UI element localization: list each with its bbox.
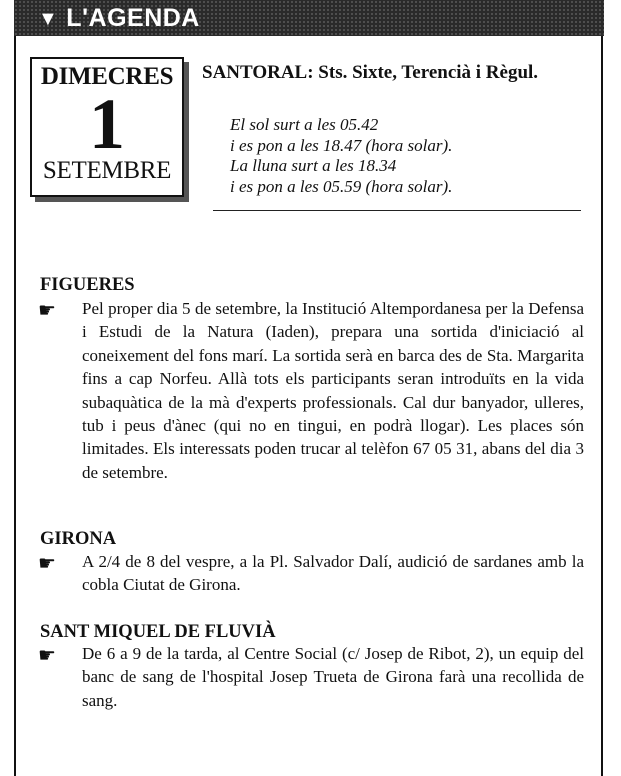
pointing-hand-icon: ☛ [38,643,56,667]
santoral-text: SANTORAL: Sts. Sixte, Terencià i Règul. [202,62,539,83]
event-text-figueres: Pel proper dia 5 de setembre, la Institució Altempordanesa per la Defensa i Estudi de la Natura (Iaden), prepara una sortida d'iniciació al coneixement del fons marí. La sortida serà en barca des de Sta. Margarita fins a cap Norfeu. Allà tots els participants seran introduïts en la vida subaquàtica de la mà d'experts professionals. Cal dur banyador, ulleres, tub i peus d'ànec (qui no en tingui, en podrà llogar). Les places són limitades. Els interessats poden trucar al telèfon 67 05 31, abans del dia 3 de setembre. [82,299,584,482]
header-title-text: L'AGENDA [66,4,200,32]
event-text-girona: A 2/4 de 8 del vespre, a la Pl. Salvador Dalí, audició de sardanes amb la cobla Ciutat de Girona. [82,552,584,595]
divider-rule [213,210,581,211]
date-day-number: 1 [89,84,125,164]
sunset-line: i es pon a les 18.47 (hora solar). [230,135,453,155]
sunrise-line: El sol surt a les 05.42 [230,115,379,134]
triangle-down-icon: ▼ [38,8,59,30]
pointing-hand-icon: ☛ [38,551,56,575]
astronomy-times [230,115,590,197]
event-heading-figueres: FIGUERES [40,275,135,295]
date-box [30,57,184,197]
event-heading-sant-miquel: SANT MIQUEL DE FLUVIÀ [40,622,276,642]
header-title [38,4,200,33]
event-text-sant-miquel: De 6 a 9 de la tarda, al Centre Social (c/ Josep de Ribot, 2), un equip del banc de sang de l'hospital Josep Trueta de Girona farà una recollida de sang. [82,644,584,710]
date-weekday: DIMECRES [40,63,174,90]
moonrise-line: La lluna surt a les 18.34 [230,156,397,175]
event-heading-girona: GIRONA [40,529,117,549]
moonset-line: i es pon a les 05.59 (hora solar). [230,176,453,196]
section-header [14,0,604,36]
pointing-hand-icon: ☛ [38,298,56,322]
date-month: SETEMBRE [42,157,172,184]
